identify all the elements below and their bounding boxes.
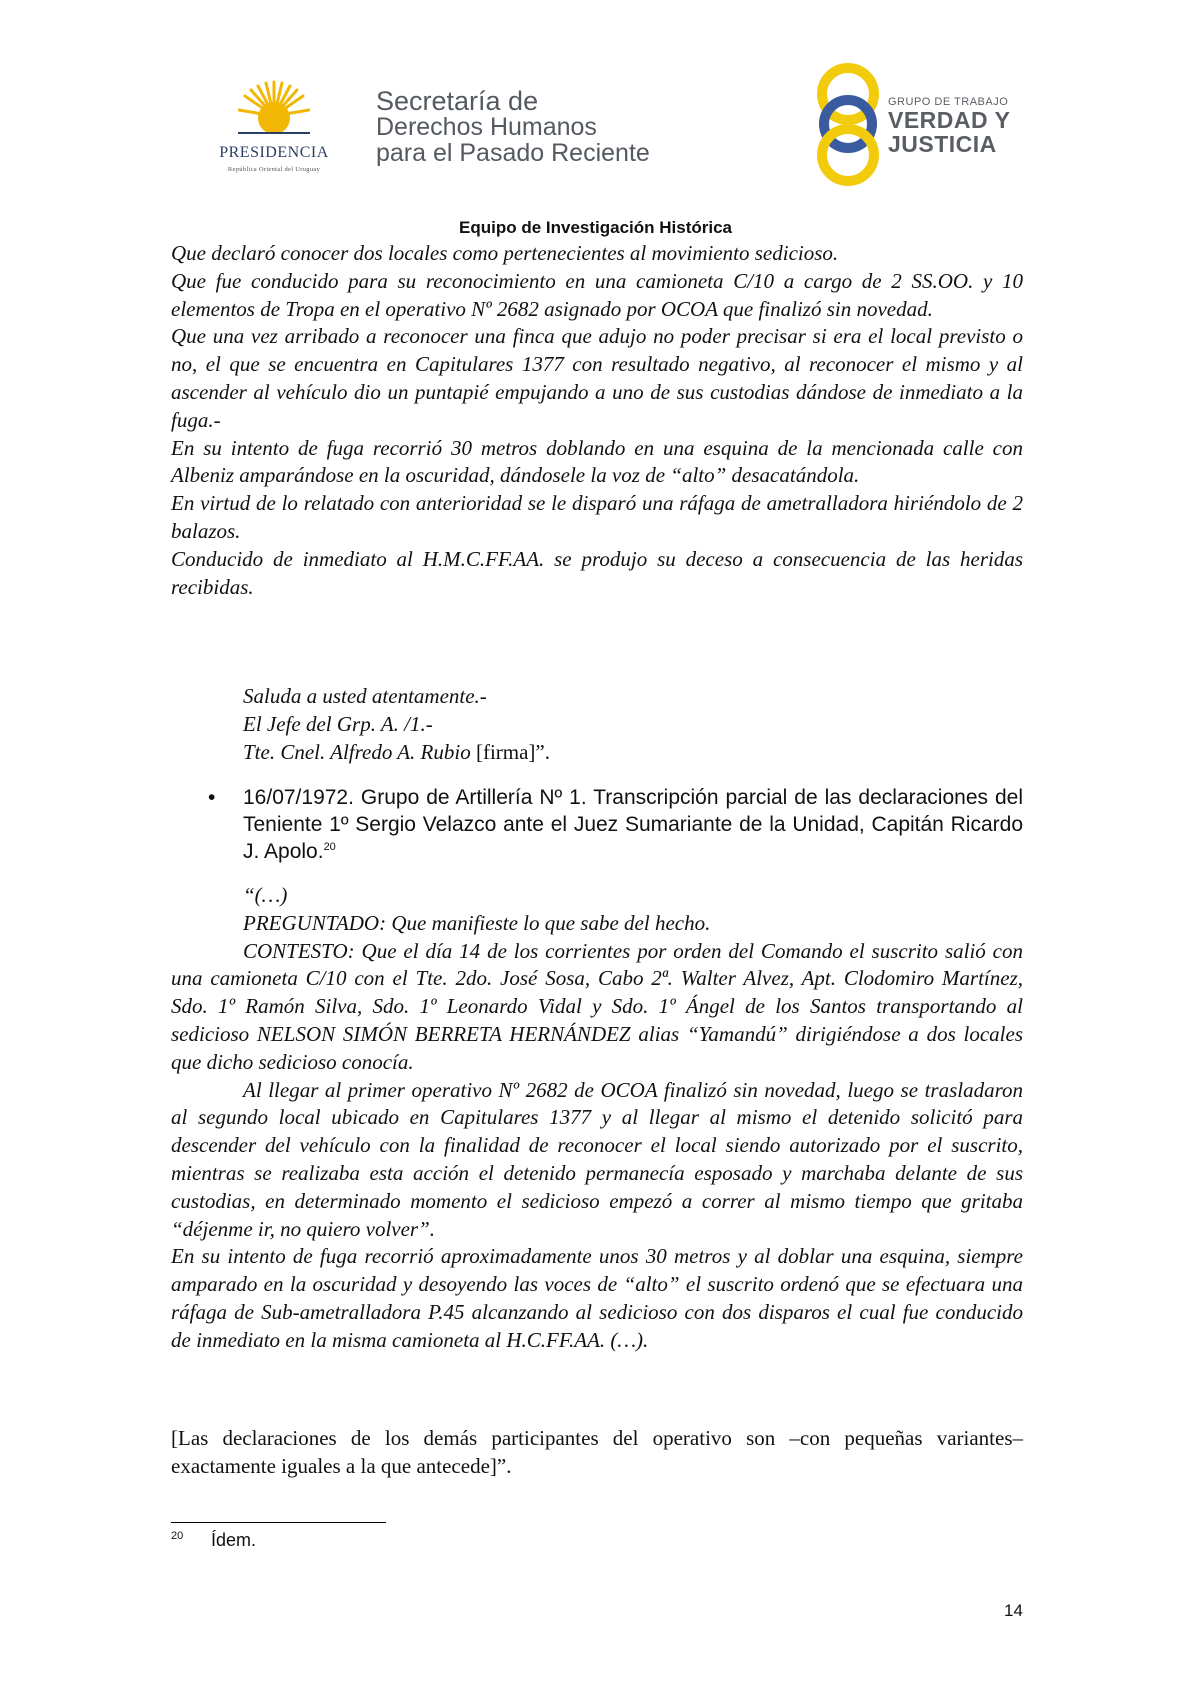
report-paragraph: En virtud de lo relatado con anterioridad se le disparó una ráfaga de ametralladora hiriéndolo de 2 balazos. [171, 491, 1023, 543]
presidencia-name: PRESIDENCIA [219, 144, 329, 161]
page-header [0, 0, 1191, 200]
verdad-justicia-text [888, 96, 1010, 156]
signature-note: [firma]”. [470, 739, 550, 764]
presidencia-subtitle: República Oriental del Uruguay [227, 166, 321, 173]
verdad-justicia-logo [814, 62, 1024, 187]
bullet-item [171, 784, 1023, 865]
justicia-label: JUSTICIA [888, 131, 997, 157]
signature-name: Tte. Cnel. Alfredo A. Rubio [243, 739, 471, 764]
footnote-text: Ídem. [211, 1530, 257, 1550]
closing-line: El Jefe del Grp. A. /1.- [243, 711, 433, 736]
secretaria-line3: para el Pasado Reciente [376, 139, 650, 167]
bullet-text [243, 784, 1023, 865]
declaration-transcription [171, 882, 1023, 1355]
declaration-answer: CONTESTO: Que el día 14 de los corrientes por orden del Comando el suscrito salió con una camioneta C/10 con el Tte. 2do. José Sosa, Cabo 2ª. Walter Alvez, Apt. Clodomiro Martínez, Sdo. 1º Ramón Silva, Sdo. 1º Leonardo Vidal y Sdo. 1º Ángel de los Santos transportando al sedicioso NELSON SIMÓN BERRETA HERNÁNDEZ alias “Yamandú” dirigiéndose a dos locales que dicho sedicioso conocía. [171, 938, 1023, 1074]
report-paragraph: Que declaró conocer dos locales como pertenecientes al movimiento sedicioso. [171, 241, 839, 265]
footnote-number: 20 [171, 1530, 184, 1542]
closing-note: [Las declaraciones de los demás participantes del operativo son –con pequeñas variantes– exactamente iguales a la que antecede]”. [171, 1426, 1023, 1478]
footnote-ref[interactable]: 20 [323, 841, 336, 853]
page-number: 14 [1004, 1601, 1023, 1620]
team-title: Equipo de Investigación Histórica [459, 218, 732, 237]
report-closing [171, 683, 1023, 766]
footnote-separator [171, 1522, 386, 1523]
sun-emblem-icon [238, 80, 310, 142]
rings-emblem-icon [814, 62, 882, 187]
declaration-paragraph: Al llegar al primer operativo Nº 2682 de OCOA finalizó sin novedad, luego se trasladaron al segundo local ubicado en Capitulares 1377 y al llegar al mismo el detenido solicitó para descender del vehículo con la finalidad de reconocer el local siendo autorizado por el suscrito, mientras se realizaba esta acción el detenido permanecía esposado y marchaba delante de sus custodias, en determinado momento el sedicioso empezó a correr al mismo tiempo que gritaba “déjenme ir, no quiero volver”. [171, 1077, 1023, 1241]
bullet-icon: • [208, 786, 216, 809]
closing-line: Saluda a usted atentamente.- [243, 684, 487, 708]
declaration-open: “(…) [243, 883, 288, 907]
presidencia-logo [198, 80, 350, 180]
declaration-paragraph: En su intento de fuga recorrió aproximadamente unos 30 metros y al doblar una esquina, siempre amparado en la oscuridad y desoyendo las voces de “alto” el suscrito ordenó que se efectuara una ráfaga de Sub-ametralladora P.45 alcanzando al sedicioso con dos disparos el cual fue conducido de inmediato en la misma camioneta al H.C.FF.AA. (…). [171, 1244, 1023, 1352]
secretaria-line2: Derechos Humanos [376, 113, 597, 141]
bullet-body: 16/07/1972. Grupo de Artillería Nº 1. Transcripción parcial de las declaraciones del Teniente 1º Sergio Velazco ante el Juez Sumariante de la Unidad, Capitán Ricardo J. Apolo. [243, 786, 1023, 863]
closing-signature [171, 739, 1023, 767]
declaration-question: PREGUNTADO: Que manifieste lo que sabe del hecho. [243, 910, 711, 935]
report-paragraph: Que una vez arribado a reconocer una finca que adujo no poder precisar si era el local previsto o no, el que se encuentra en Capitulares 1377 con resultado negativo, al reconocer el mismo y al ascender al vehículo dio un puntapié empujando a uno de sus custodias dándose de inmediato a la fuga.- [171, 324, 1023, 432]
report-paragraph: Conducido de inmediato al H.M.C.FF.AA. se produjo su deceso a consecuencia de las heridas recibidas. [171, 546, 1023, 599]
report-paragraph: Que fue conducido para su reconocimiento en una camioneta C/10 a cargo de 2 SS.OO. y 10 elementos de Tropa en el operativo Nº 2682 asignado por OCOA que finalizó sin novedad. [171, 268, 1023, 321]
report-transcription [171, 240, 1023, 601]
secretaria-line1: Secretaría de [376, 86, 539, 116]
report-paragraph: En su intento de fuga recorrió 30 metros doblando en una esquina de la mencionada calle con Albeniz amparándose en la oscuridad, dándosele la voz de “alto” desacatándola. [171, 435, 1023, 488]
verdad-label: VERDAD Y [888, 107, 1011, 133]
secretaria-title [376, 88, 650, 166]
grupo-label: GRUPO DE TRABAJO [888, 96, 1009, 108]
